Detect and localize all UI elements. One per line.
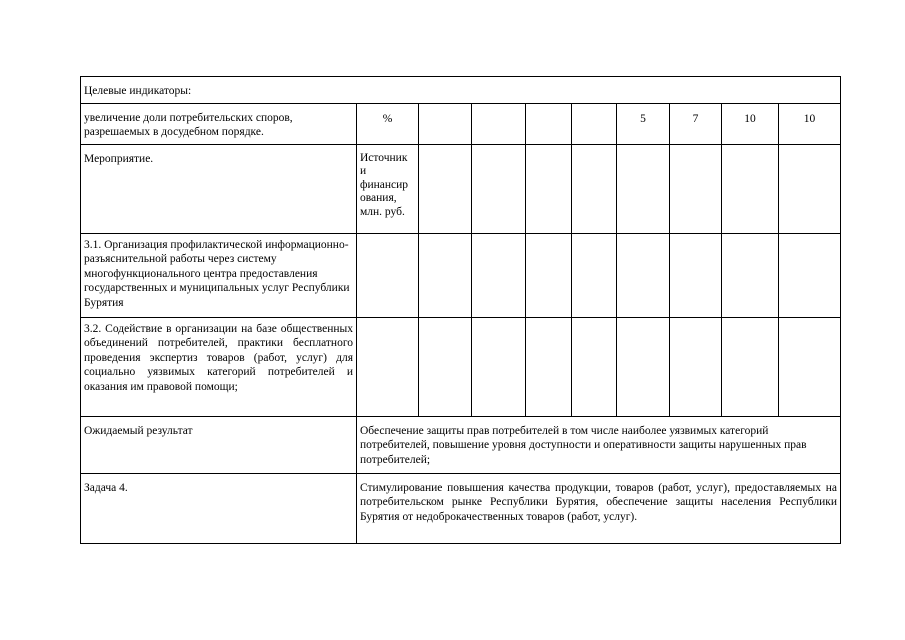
empty-cell [419, 233, 472, 317]
funding-line: финансир [360, 178, 409, 191]
indicator-value-8: 10 [779, 103, 841, 144]
task4-text: Стимулирование повышения качества продукции, товаров (работ, услуг), предоставляемых на потребительском рынке Республики Бурятия, обеспечение защиты населения Республики Бурятия от недоброкачественных товаров (работ, услуг). [357, 473, 841, 543]
empty-cell [722, 144, 779, 233]
empty-cell [526, 144, 572, 233]
funding-source-cell [357, 144, 419, 233]
indicator-value-7: 10 [722, 103, 779, 144]
empty-cell [670, 144, 722, 233]
task-text: 3.2. Содействие в организации на базе общественных объединений потребителей, практики бесплатного проведения экспертиз товаров (работ, услуг) для социально уязвимых категорий потребителей и оказания им правовой помощи; [81, 317, 357, 416]
event-label: Мероприятие. [81, 144, 357, 233]
indicator-value-3 [526, 103, 572, 144]
empty-cell [722, 233, 779, 317]
empty-cell [617, 317, 670, 416]
indicator-value-6: 7 [670, 103, 722, 144]
task4-label: Задача 4. [81, 473, 357, 543]
funding-line: и [360, 165, 367, 177]
expected-result-label: Ожидаемый результат [81, 416, 357, 473]
task-row [81, 317, 841, 416]
empty-cell [670, 317, 722, 416]
funding-line: млн. руб. [360, 205, 405, 218]
expected-result-row [81, 416, 841, 473]
indicator-value-5: 5 [617, 103, 670, 144]
event-row [81, 144, 841, 233]
empty-cell [572, 144, 617, 233]
targets-table [80, 76, 841, 544]
empty-cell [526, 233, 572, 317]
header-row [81, 77, 841, 104]
empty-cell [722, 317, 779, 416]
funding-line: Источник [360, 151, 408, 164]
indicator-value-1 [419, 103, 472, 144]
empty-cell [526, 317, 572, 416]
funding-line: ования, [360, 192, 397, 204]
empty-cell [617, 233, 670, 317]
empty-cell [472, 233, 526, 317]
empty-cell [472, 317, 526, 416]
empty-cell [419, 317, 472, 416]
task-text: 3.1. Организация профилактической информационно-разъяснительной работы через систему многофункционального центра предоставления государственных и муниципальных услуг Республики Бурятия [81, 233, 357, 317]
empty-cell [779, 144, 841, 233]
empty-cell [357, 317, 419, 416]
empty-cell [670, 233, 722, 317]
empty-cell [572, 233, 617, 317]
indicator-unit: % [357, 103, 419, 144]
empty-cell [572, 317, 617, 416]
empty-cell [472, 144, 526, 233]
empty-cell [419, 144, 472, 233]
empty-cell [617, 144, 670, 233]
empty-cell [357, 233, 419, 317]
empty-cell [779, 233, 841, 317]
indicator-value-2 [472, 103, 526, 144]
indicator-value-4 [572, 103, 617, 144]
task-row [81, 233, 841, 317]
empty-cell [779, 317, 841, 416]
indicator-row [81, 103, 841, 144]
task4-row [81, 473, 841, 543]
target-indicators-heading: Целевые индикаторы: [81, 77, 841, 104]
expected-result-text: Обеспечение защиты прав потребителей в том числе наиболее уязвимых категорий потребителей, повышение уровня доступности и оперативности защиты нарушенных прав потребителей; [357, 416, 841, 473]
indicator-name: увеличение доли потребительских споров, разрешаемых в досудебном порядке. [81, 103, 357, 144]
